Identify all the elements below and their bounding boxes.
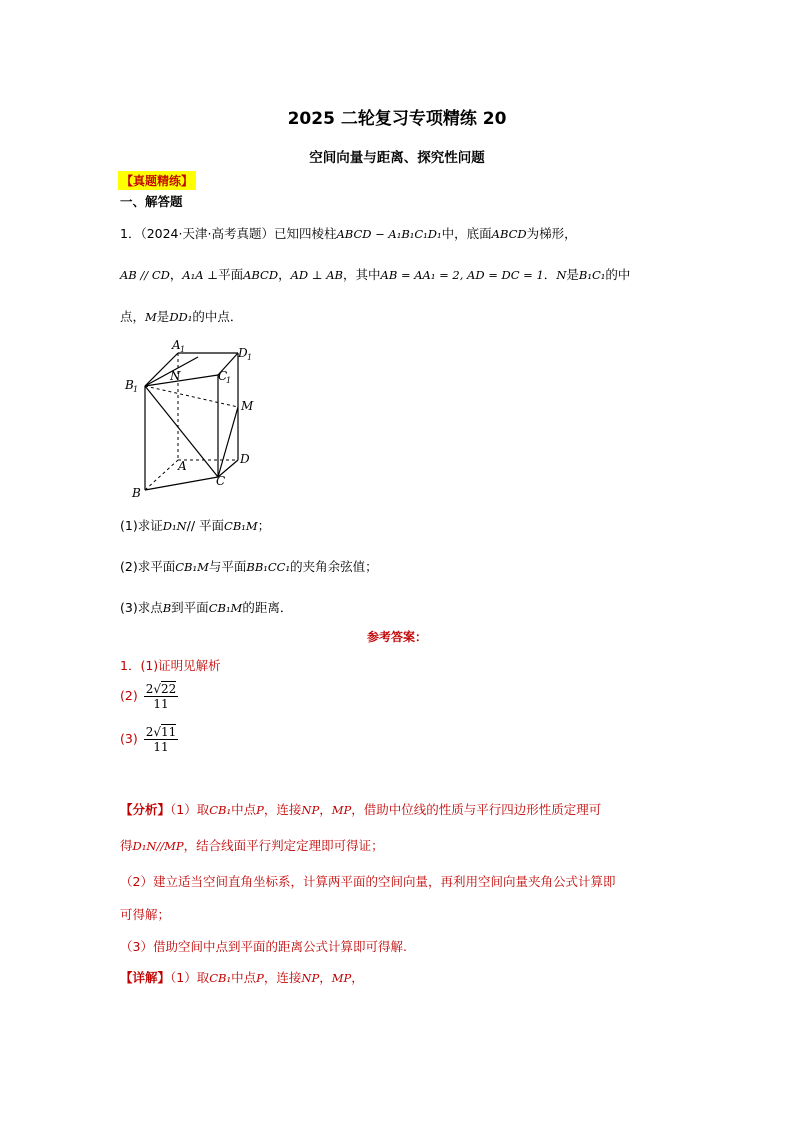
frac-coef: 2: [145, 725, 154, 739]
math-mp: MP: [331, 803, 352, 817]
question-text: ．: [543, 267, 557, 282]
part-text: 的距离．: [242, 600, 293, 615]
part-text: 的夹角余弦值；: [290, 559, 378, 574]
detail-text: ，: [351, 970, 364, 985]
label-a1: A: [172, 338, 181, 352]
math-np: NP: [301, 803, 320, 817]
analysis-line-2: [120, 836, 384, 854]
math-d1n: D₁N: [162, 519, 187, 533]
page-subtitle: 空间向量与距离、探究性问题: [309, 150, 485, 166]
label-n: N: [170, 369, 181, 383]
frac-coef: 2: [145, 682, 154, 696]
math-b1c1: B₁C₁: [578, 268, 606, 282]
analysis-line-5: （3）借助空间中点到平面的距离公式计算即可得解.: [120, 939, 407, 954]
analysis-line-3: （2）建立适当空间直角坐标系，计算两平面的空间向量，再利用空间向量夹角公式计算即: [120, 874, 616, 889]
part-2: [120, 557, 378, 575]
detail-text: （1）取: [170, 970, 210, 985]
question-text: 是: [156, 309, 170, 324]
question-text: 1．（2024·天津·高考真题）已知四棱柱: [120, 226, 337, 241]
math-lengths: AB = AA₁ = 2, AD = DC = 1: [380, 268, 544, 282]
math-parallel: AB // CD: [120, 268, 170, 282]
prism-diagram: [120, 335, 280, 505]
section-badge: 【真题精练】: [118, 171, 196, 190]
question-line-3: [120, 307, 242, 325]
math-prism: ABCD − A₁B₁C₁D₁: [336, 227, 442, 241]
part-text: (1)求证: [120, 518, 163, 533]
math-b: B: [162, 601, 172, 615]
analysis-text: 中点: [231, 802, 257, 817]
math-m: M: [145, 310, 157, 324]
label-d: D: [240, 452, 250, 466]
label-b1: B: [125, 378, 134, 392]
answer-label: (3): [120, 731, 138, 746]
analysis-text: ，结合线面平行判定定理即可得证；: [183, 838, 384, 853]
math-perp: A₁A ⊥: [182, 268, 219, 282]
question-text: 点，: [120, 309, 146, 324]
detail-text: ，连接: [263, 970, 302, 985]
math-cb1: CB₁: [209, 803, 232, 817]
svg-text:1: 1: [247, 353, 253, 362]
frac-radicand: 11: [161, 725, 177, 739]
part-text: ；: [257, 518, 271, 533]
part-3: [120, 598, 292, 616]
fraction: $\frac{2√11}{11}$: [145, 725, 177, 754]
label-d1: D: [238, 346, 248, 360]
question-text: 为梯形，: [526, 226, 577, 241]
math-base: ABCD: [491, 227, 527, 241]
part-text: 与平面: [208, 559, 247, 574]
math-n: N: [556, 268, 567, 282]
math-dd1: DD₁: [169, 310, 193, 324]
analysis-text: 得: [120, 838, 133, 853]
fraction: $\frac{2√22}{11}$: [145, 682, 177, 711]
question-line-2: [120, 265, 630, 283]
part-text: 到平面: [171, 600, 209, 615]
math-plane-cb1m: CB₁M: [224, 519, 258, 533]
question-text: ，其中: [343, 267, 381, 282]
frac-radicand: 22: [161, 682, 177, 696]
analysis-line-4: 可得解；: [120, 907, 171, 922]
answer-3: [120, 725, 178, 754]
label-c1: C: [218, 369, 228, 383]
question-text: 的中: [605, 267, 631, 282]
question-line-1: [120, 224, 577, 242]
section-heading: 一、解答题: [120, 194, 183, 209]
part-text: (2)求平面: [120, 559, 176, 574]
math-np: NP: [301, 971, 320, 985]
math-plane-cb1m: CB₁M: [208, 601, 243, 615]
frac-denominator: 11: [153, 740, 169, 754]
answer-label: (2): [120, 688, 138, 703]
svg-text:1: 1: [226, 376, 232, 385]
question-text: 的中点．: [192, 309, 243, 324]
analysis-text: ，连接: [263, 802, 302, 817]
question-text: ，: [278, 267, 291, 282]
math-plane: ABCD: [243, 268, 279, 282]
part-text: // 平面: [186, 518, 225, 533]
answers-heading: 参考答案：: [366, 630, 427, 644]
label-b: B: [132, 486, 141, 500]
label-c: C: [216, 474, 226, 488]
detail-text: 中点: [231, 970, 257, 985]
svg-text:1: 1: [180, 345, 186, 354]
detail-text: ，: [319, 970, 332, 985]
analysis-line-1: [120, 800, 601, 818]
question-text: ，: [169, 267, 183, 282]
answer-2: [120, 682, 178, 711]
page-title: 2025 二轮复习专项精练 20: [287, 109, 507, 129]
detail-tag: 【详解】: [120, 970, 171, 985]
math-p: P: [256, 803, 264, 817]
frac-denominator: 11: [153, 697, 169, 711]
math-p: P: [256, 971, 264, 985]
math-cb1: CB₁: [209, 971, 232, 985]
detail-line-1: [120, 968, 364, 986]
label-m: M: [241, 399, 254, 413]
answer-1: 1．(1)证明见解析: [120, 658, 221, 673]
math-mp: MP: [331, 971, 352, 985]
question-text: 是: [566, 267, 579, 282]
question-text: 中，底面: [441, 226, 492, 241]
svg-text:1: 1: [133, 385, 139, 394]
question-text: 平面: [218, 267, 244, 282]
label-a: A: [178, 459, 187, 473]
math-plane-bb1cc1: BB₁CC₁: [246, 560, 291, 574]
math-perp2: AD ⊥ AB: [290, 268, 344, 282]
analysis-text: （1）取: [170, 802, 210, 817]
prism-figure: [120, 335, 280, 509]
math-d1n-mp: D₁N//MP: [132, 839, 184, 853]
part-1: [120, 516, 270, 534]
analysis-text: ，: [319, 802, 332, 817]
analysis-tag: 【分析】: [120, 802, 171, 817]
math-plane-cb1m: CB₁M: [175, 560, 209, 574]
analysis-text: ，借助中位线的性质与平行四边形性质定理可: [351, 802, 602, 817]
part-text: (3)求点: [120, 600, 163, 615]
